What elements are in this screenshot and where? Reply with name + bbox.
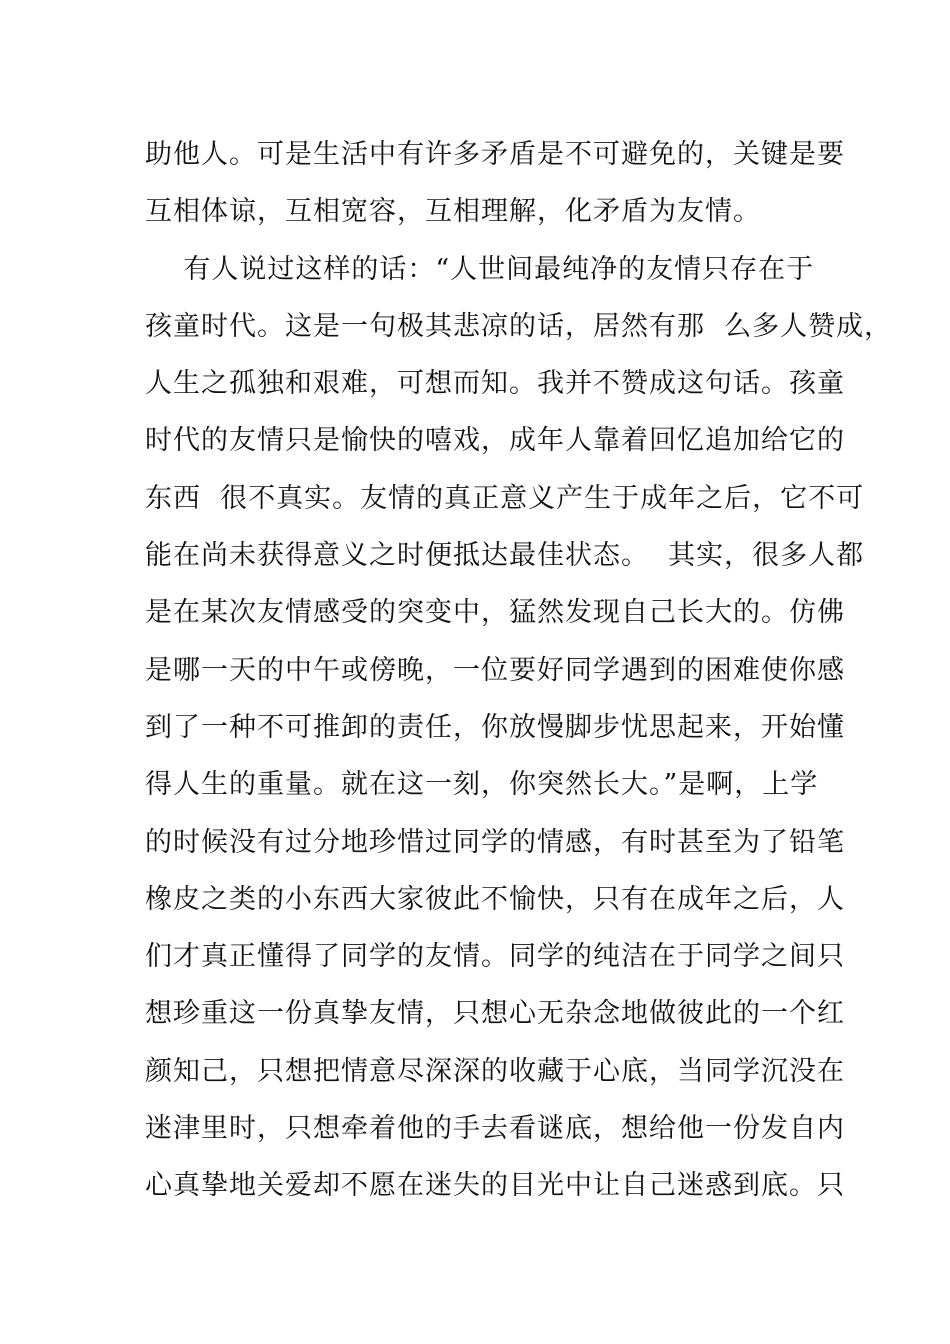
text-line: 时代的友情只是愉快的嘻戏，成年人靠着回忆追加给它的 <box>145 425 845 457</box>
text-line: 人生之孤独和艰难，可想而知。我并不赞成这句话。孩童 <box>145 368 845 400</box>
text-line: 是在某次友情感受的突变中，猛然发现自己长大的。仿佛 <box>145 597 845 629</box>
text-line: 迷津里时，只想牵着他的手去看谜底，想给他一份发自内 <box>145 1113 845 1145</box>
text-line: 们才真正懂得了同学的友情。同学的纯洁在于同学之间只 <box>145 941 845 973</box>
text-line: 是哪一天的中午或傍晚，一位要好同学遇到的困难使你感 <box>145 654 845 686</box>
text-line: 想珍重这一份真挚友情，只想心无杂念地做彼此的一个红 <box>145 998 845 1030</box>
text-line: 助他人。可是生活中有许多矛盾是不可避免的，关键是要 <box>145 139 845 170</box>
body-text <box>145 126 893 1215</box>
text-line: 得人生的重量。就在这一刻，你突然长大。”是啊，上学 <box>145 769 819 801</box>
text-line: 互相体谅，互相宽容，互相理解，化矛盾为友情。 <box>145 196 761 228</box>
text-line: 颜知己，只想把情意尽深深的收藏于心底，当同学沉没在 <box>145 1055 845 1087</box>
text-line: 到了一种不可推卸的责任，你放慢脚步忧思起来，开始懂 <box>145 711 845 743</box>
text-line: 东西 很不真实。友情的真正意义产生于成年之后，它不可 <box>145 482 865 514</box>
text-line: 心真挚地关爱却不愿在迷失的目光中让自己迷惑到底。只 <box>145 1170 845 1202</box>
text-line: 有人说过这样的话：“人世间最纯净的友情只存在于 <box>145 253 815 285</box>
text-line: 的时候没有过分地珍惜过同学的情感，有时甚至为了铅笔 <box>145 826 845 858</box>
text-line: 橡皮之类的小东西大家彼此不愉快，只有在成年之后，人 <box>145 883 845 915</box>
text-line: 能在尚未获得意义之时便抵达最佳状态。 其实，很多人都 <box>145 540 865 572</box>
text-line: 孩童时代。这是一句极其悲凉的话，居然有那 么多人赞成， <box>145 310 893 342</box>
